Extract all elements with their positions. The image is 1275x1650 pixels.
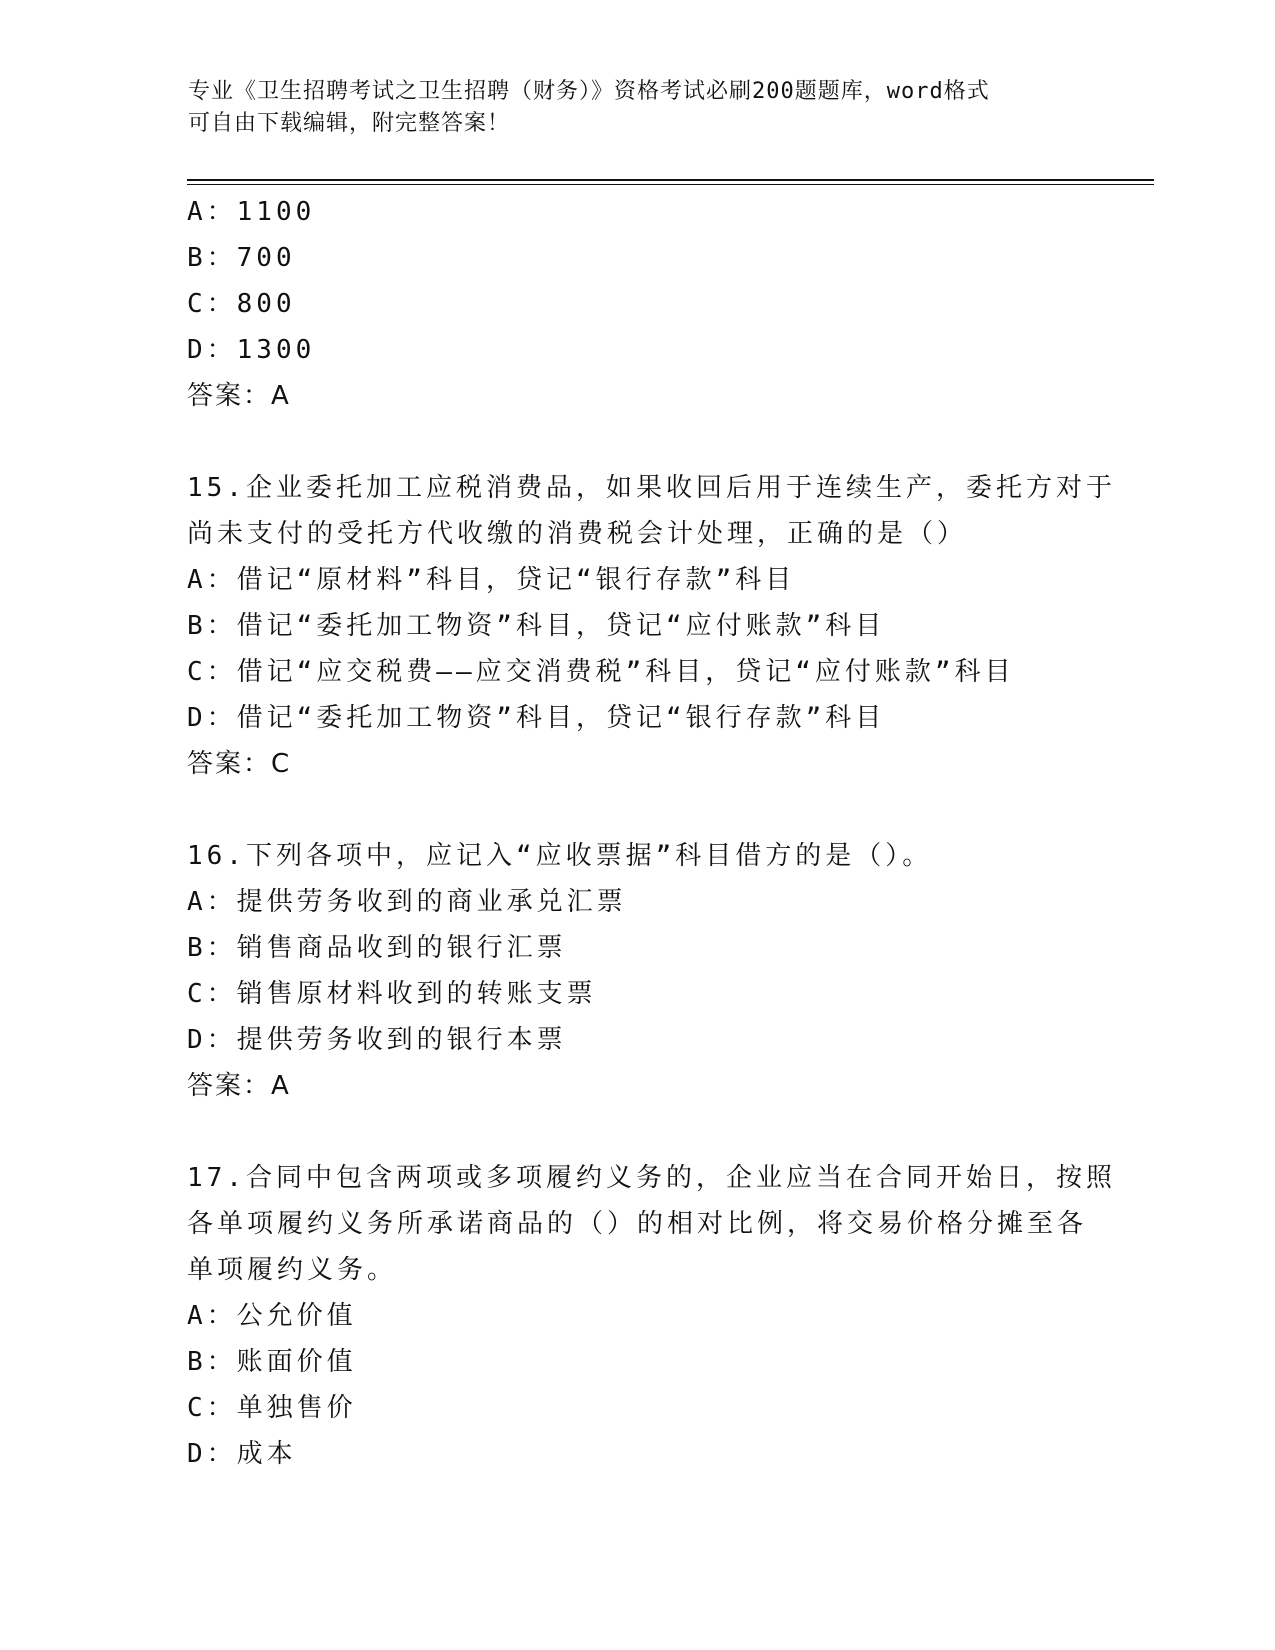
question-text-line-1: 17.合同中包含两项或多项履约义务的，企业应当在合同开始日，按照 <box>187 1163 1116 1193</box>
option-b: B：销售商品收到的银行汇票 <box>187 933 567 963</box>
answer-line: 答案：C <box>187 749 292 779</box>
option-a: A：1100 <box>187 197 316 227</box>
option-c: C：单独售价 <box>187 1393 357 1423</box>
option-b: B：700 <box>187 243 296 273</box>
spacer <box>187 419 1087 465</box>
option-c: C：借记“应交税费——应交消费税”科目，贷记“应付账款”科目 <box>187 657 1015 687</box>
question-text-line-1: 15.企业委托加工应税消费品，如果收回后用于连续生产，委托方对于 <box>187 473 1116 503</box>
question-text-line-1: 16.下列各项中，应记入“应收票据”科目借方的是（）。 <box>187 841 933 871</box>
option-d: D：借记“委托加工物资”科目，贷记“银行存款”科目 <box>187 703 886 733</box>
question-text-line-2: 各单项履约义务所承诺商品的（）的相对比例，将交易价格分摊至各 <box>187 1209 1088 1239</box>
header-divider-thick <box>187 179 1154 181</box>
spacer <box>187 1109 1087 1155</box>
question-block-15 <box>187 465 1116 787</box>
question-text-line-3: 单项履约义务。 <box>187 1255 398 1285</box>
question-block-16 <box>187 833 1087 1109</box>
header-title-line-1: 专业《卫生招聘考试之卫生招聘（财务）》资格考试必刷200题题库，word格式 <box>188 79 990 104</box>
option-b: B：账面价值 <box>187 1347 357 1377</box>
header-title-line-2: 可自由下载编辑，附完整答案！ <box>188 111 511 136</box>
header-divider-thin <box>187 184 1154 185</box>
option-b: B：借记“委托加工物资”科目，贷记“应付账款”科目 <box>187 611 886 641</box>
option-a: A：提供劳务收到的商业承兑汇票 <box>187 887 627 917</box>
option-c: C：800 <box>187 289 296 319</box>
answer-line: 答案：A <box>187 1071 291 1101</box>
question-block-17 <box>187 1155 1116 1477</box>
answer-line: 答案：A <box>187 381 291 411</box>
document-header <box>188 76 1088 140</box>
option-d: D：成本 <box>187 1439 297 1469</box>
question-text-line-2: 尚未支付的受托方代收缴的消费税会计处理，正确的是（） <box>187 519 968 549</box>
spacer <box>187 787 1087 833</box>
question-list <box>187 189 1116 1477</box>
option-d: D：提供劳务收到的银行本票 <box>187 1025 567 1055</box>
option-a: A：借记“原材料”科目，贷记“银行存款”科目 <box>187 565 796 595</box>
option-d: D：1300 <box>187 335 316 365</box>
question-block-previous <box>187 189 1087 419</box>
option-c: C：销售原材料收到的转账支票 <box>187 979 597 1009</box>
option-a: A：公允价值 <box>187 1301 357 1331</box>
